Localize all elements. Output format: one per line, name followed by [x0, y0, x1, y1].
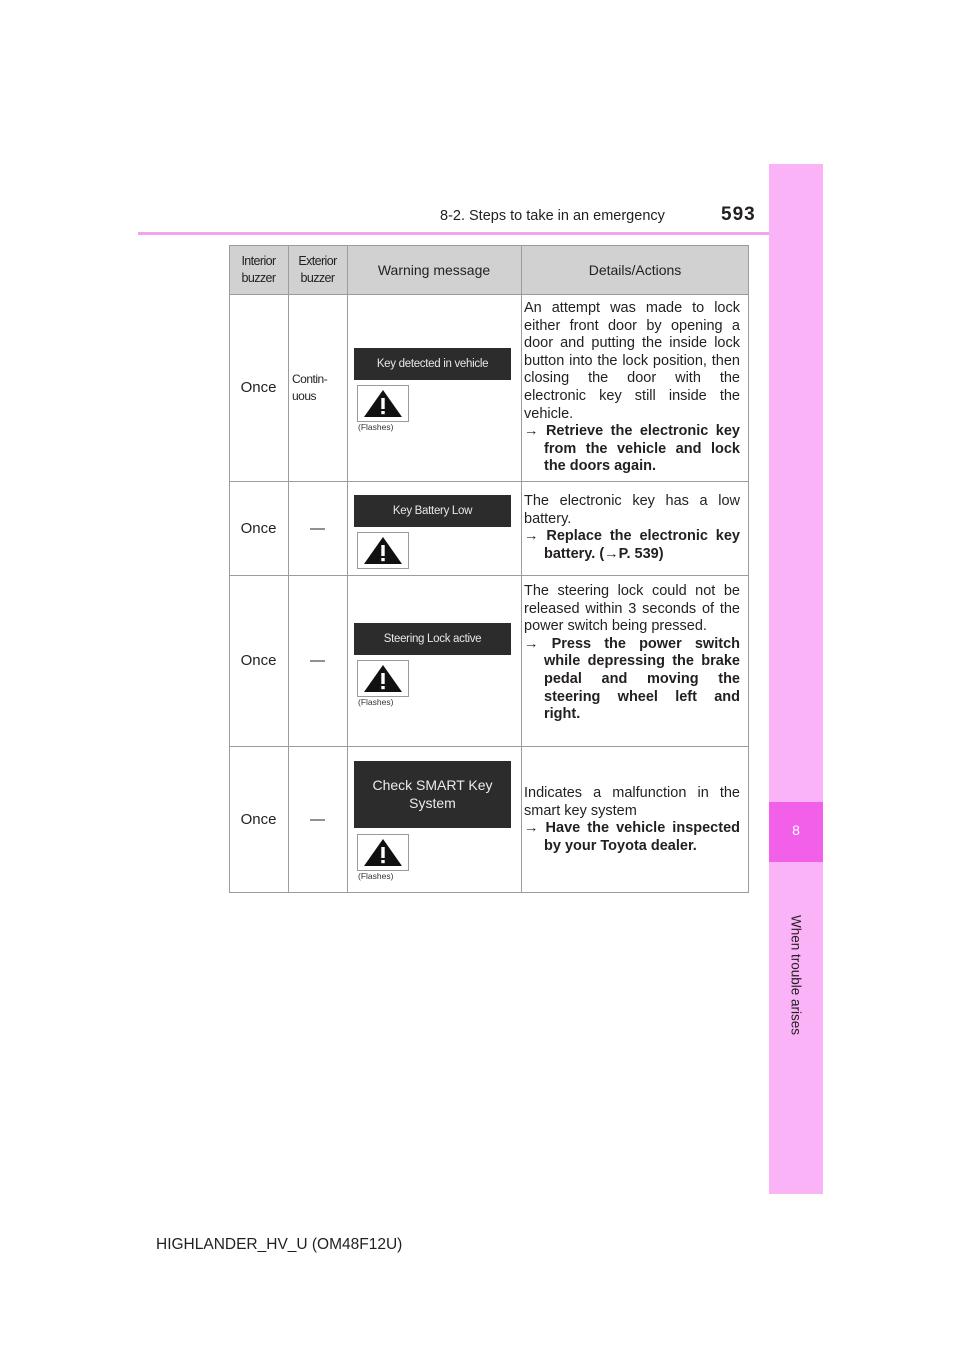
- model-code: HIGHLANDER_HV_U (OM48F12U): [156, 1236, 403, 1253]
- exterior-buzzer-cell: —: [310, 519, 325, 537]
- header-warning-message: Warning message: [377, 261, 491, 278]
- flashes-note: (Flashes): [358, 871, 394, 881]
- chapter-side-tab: [769, 164, 823, 1194]
- action-text: → Have the vehicle inspected by your Toyota dealer.: [524, 820, 740, 854]
- details-text: The electronic key has a low battery.: [524, 493, 740, 527]
- action-text: → Retrieve the electronic key from the vehicle and lock the doors again.: [524, 423, 740, 475]
- chapter-number: 8: [792, 822, 800, 838]
- warning-message-display: Check SMART Key System: [354, 761, 511, 828]
- warning-message-display: Key Battery Low: [354, 495, 511, 527]
- warning-message-display: Steering Lock active: [354, 623, 511, 655]
- header-rule: [138, 232, 823, 235]
- header-exterior-buzzer: Exterior buzzer: [298, 253, 337, 285]
- chapter-title: When trouble arises: [788, 914, 804, 1036]
- flashes-note: (Flashes): [358, 697, 394, 707]
- flashes-note: (Flashes): [358, 422, 394, 432]
- section-title: 8-2. Steps to take in an emergency: [440, 208, 665, 224]
- exterior-buzzer-cell: —: [310, 652, 325, 669]
- details-text: The steering lock could not be released within 3 seconds of the power switch being pressed.: [524, 583, 740, 635]
- action-text: → Press the power switch while depressing the brake pedal and moving the steering wheel left and right.: [524, 635, 740, 723]
- action-text: → Replace the electronic key battery. (→P. 539): [524, 528, 740, 562]
- interior-buzzer-cell: Once: [240, 379, 277, 396]
- header-interior-buzzer: Interior buzzer: [241, 253, 276, 285]
- details-text: An attempt was made to lock either front door by opening a door and putting the inside lock button into the lock position, then closing the door with the electronic key still inside the vehicle.: [524, 300, 740, 422]
- interior-buzzer-cell: Once: [240, 519, 277, 537]
- details-text: Indicates a malfunction in the smart key system: [524, 785, 740, 819]
- page-number: 593: [721, 204, 756, 225]
- header-details-actions: Details/Actions: [588, 261, 682, 278]
- interior-buzzer-cell: Once: [240, 811, 277, 828]
- warning-message-display: Key detected in vehicle: [354, 348, 511, 380]
- exterior-buzzer-cell: Contin-uous: [292, 371, 328, 403]
- warning-table: [229, 245, 749, 893]
- interior-buzzer-cell: Once: [240, 652, 277, 669]
- table-border: [229, 245, 749, 893]
- exterior-buzzer-cell: —: [310, 811, 325, 828]
